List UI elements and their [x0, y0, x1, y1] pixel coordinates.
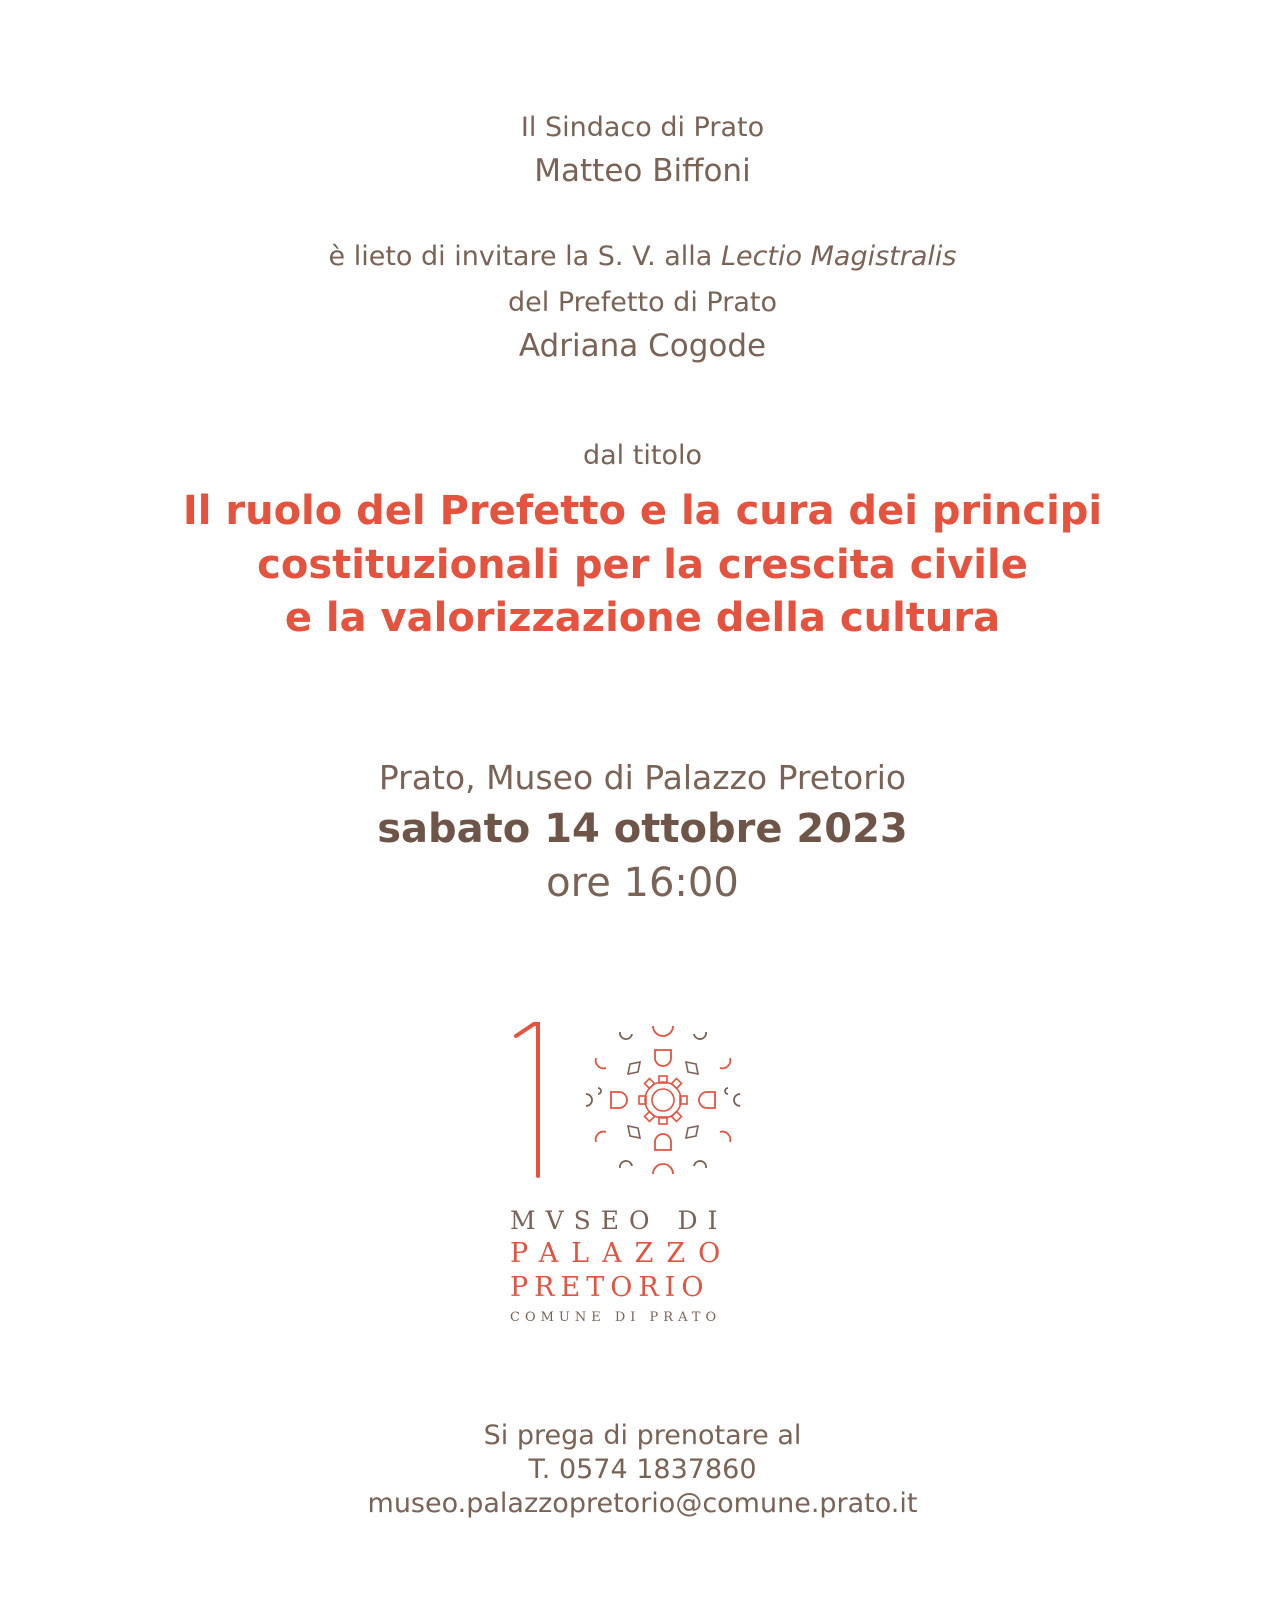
- title-line-2: costituzionali per la crescita civile: [257, 542, 1028, 588]
- lectio-magistralis: Lectio Magistralis: [720, 241, 957, 272]
- invitation-text: è lieto di invitare la S. V. alla: [328, 241, 721, 272]
- invitation-line: [0, 241, 1285, 272]
- host-name: Matteo Biffoni: [534, 153, 751, 189]
- museum-logo: [510, 1018, 770, 1338]
- host-role: Il Sindaco di Prato: [520, 112, 765, 143]
- logo-line-mvseo: MVSEO DI: [510, 1206, 728, 1235]
- event-date: sabato 14 ottobre 2023: [377, 806, 908, 852]
- speaker-name: Adriana Cogode: [518, 328, 767, 364]
- logo-line-pretorio: PRETORIO: [510, 1272, 710, 1303]
- logo-emblem-icon: [510, 1018, 770, 1198]
- title-line-1: Il ruolo del Prefetto e la cura dei principi: [182, 488, 1103, 534]
- contact-intro: Si prega di prenotare al: [483, 1420, 802, 1451]
- contact-phone: T. 0574 1837860: [528, 1454, 757, 1485]
- contact-email: museo.palazzopretorio@comune.prato.it: [367, 1488, 918, 1519]
- invitation-line-2: del Prefetto di Prato: [508, 287, 777, 318]
- logo-line-palazzo: PALAZZO: [510, 1238, 734, 1269]
- title-intro: dal titolo: [583, 440, 702, 471]
- event-time: ore 16:00: [546, 860, 739, 906]
- event-venue: Prato, Museo di Palazzo Pretorio: [378, 758, 907, 797]
- title-line-3: e la valorizzazione della cultura: [284, 595, 1001, 641]
- logo-line-comune: COMUNE DI PRATO: [510, 1310, 722, 1325]
